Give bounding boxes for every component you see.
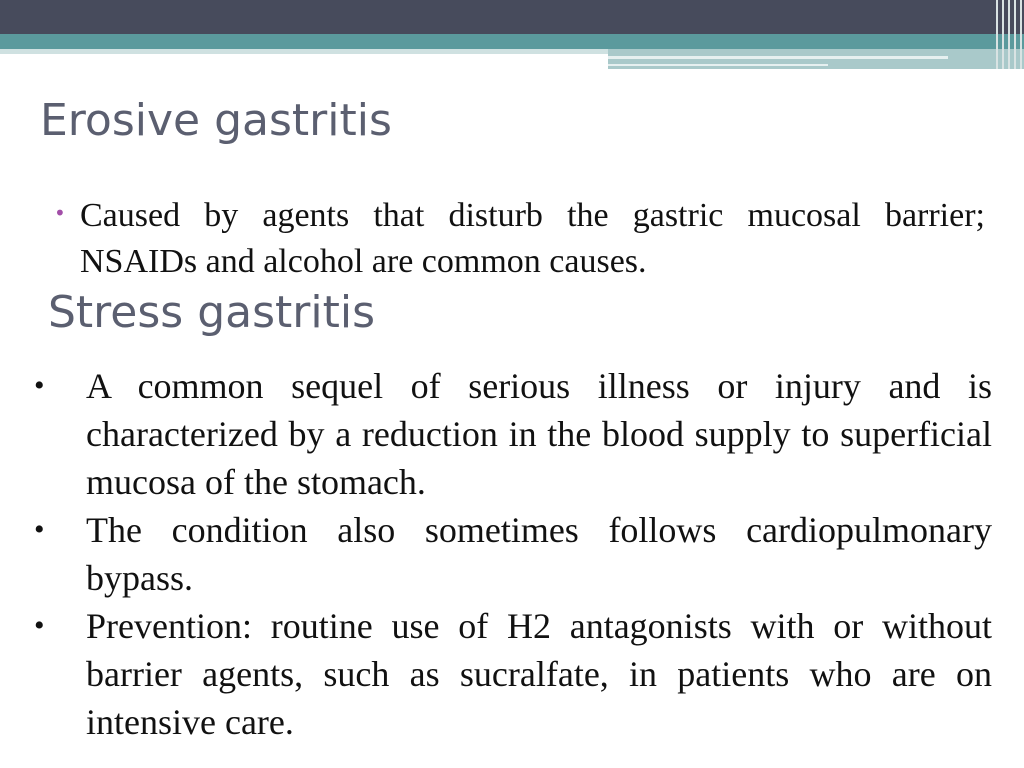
title-erosive-gastritis: Erosive gastritis (40, 95, 392, 146)
bullet-marker: • (34, 513, 45, 546)
header-stripes-decoration (992, 0, 1024, 69)
stress-bullet-list (0, 362, 1024, 746)
bullet-dot-icon: • (54, 201, 66, 225)
stress-bullet-text: The condition also sometimes follows cardiopulmonary bypass. (86, 510, 992, 598)
stress-bullet-text: Prevention: routine use of H2 antagonists with or without barrier agents, such as sucralfate, in patients who are on intensive care. (86, 606, 992, 742)
title-stress-gastritis: Stress gastritis (48, 287, 375, 338)
bullet-marker: • (34, 369, 45, 402)
stress-bullet-item (0, 602, 1024, 746)
erosive-bullet-text: Caused by agents that disturb the gastric mucosal barrier; NSAIDs and alcohol are common causes. (80, 197, 985, 280)
header-teal-band (0, 34, 1024, 49)
stress-bullet-text: A common sequel of serious illness or injury and is characterized by a reduction in the blood supply to superficial mucosa of the stomach. (86, 366, 992, 502)
stress-bullet-item (0, 362, 1024, 506)
header-tab-decoration (608, 49, 1024, 69)
header-dark-band (0, 0, 1024, 34)
header-tab-line (608, 56, 948, 59)
header-tab-line (608, 64, 828, 66)
stress-bullet-item (0, 506, 1024, 602)
bullet-marker: • (34, 609, 45, 642)
header-light-bar (0, 49, 608, 54)
